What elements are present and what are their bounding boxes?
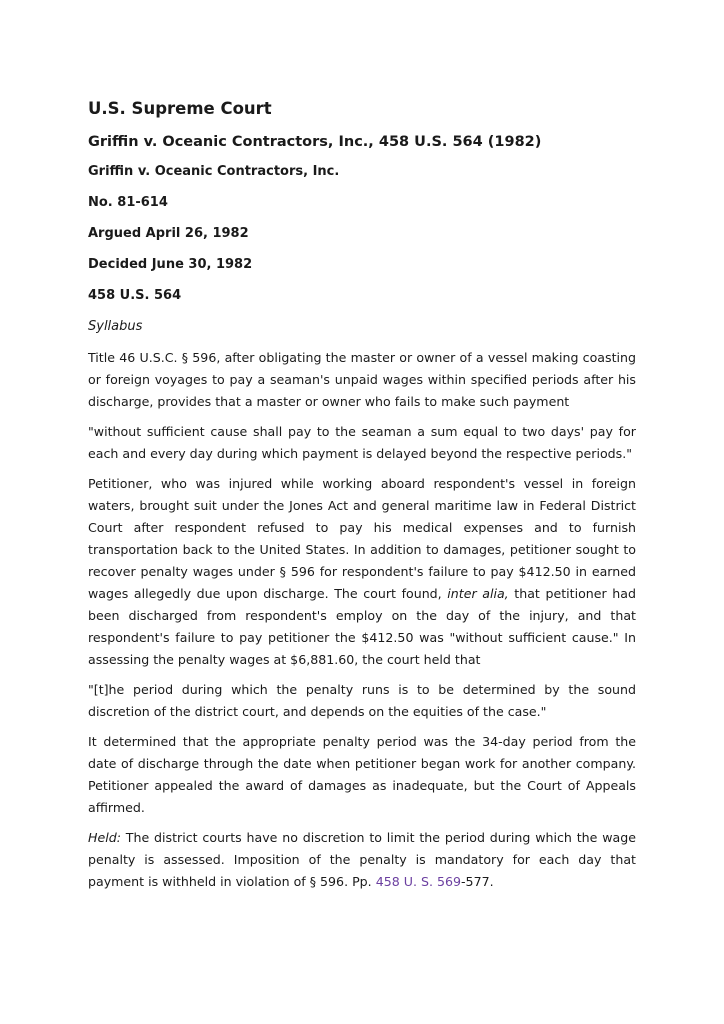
argued-date: Argued April 26, 1982 (88, 226, 249, 241)
citation: 458 U.S. 564 (88, 288, 182, 303)
facts-text-end: that petitioner had been discharged from respondent's employ on the day of the injury, and that respondent's failure to pay petitioner the $412.50 was "without sufficient cause." In assessing the penalty wages at $6,881.60, the court held that (88, 586, 636, 667)
case-title-full: Griffin v. Oceanic Contractors, Inc., 458 U.S. 564 (1982) (88, 134, 542, 150)
facts-text: Petitioner, who was injured while working aboard respondent's vessel in foreign waters, brought suit under the Jones Act and general maritime law in Federal District Court after respondent refused to pay his medical expenses and to furnish transportation back to the United States. In addition to damages, petitioner sought to recover penalty wages under § 596 for respondent's failure to pay $412.50 in earned wages allegedly due upon discharge. The court found, (88, 476, 636, 601)
court-heading: U.S. Supreme Court (88, 99, 272, 118)
held-label: Held: (88, 830, 121, 845)
decided-date: Decided June 30, 1982 (88, 257, 253, 272)
docket-number: No. 81-614 (88, 195, 168, 210)
paragraph-statute-quote: "without sufficient cause shall pay to the seaman a sum equal to two days' pay for each and every day during which payment is delayed beyond the respective periods." (88, 424, 636, 461)
held-text: The district courts have no discretion to limit the period during which the wage penalty is assessed. Imposition of the penalty is mandatory for each day that payment is withheld in violation of § 596. Pp. (88, 830, 636, 889)
syllabus-label: Syllabus (88, 319, 143, 334)
inter-alia-text: inter alia, (447, 586, 509, 601)
case-title: Griffin v. Oceanic Contractors, Inc. (88, 164, 340, 179)
paragraph-held (88, 827, 636, 893)
held-text-end: -577. (461, 874, 494, 889)
document-page (88, 98, 636, 901)
paragraph-statute: Title 46 U.S.C. § 596, after obligating the master or owner of a vessel making coasting or foreign voyages to pay a seaman's unpaid wages within specified periods after his discharge, provides that a master or owner who fails to make such payment (88, 350, 636, 409)
paragraph-court-quote: "[t]he period during which the penalty runs is to be determined by the sound discretion of the district court, and depends on the equities of the case." (88, 682, 636, 719)
paragraph-penalty-period: It determined that the appropriate penalty period was the 34-day period from the date of discharge through the date when petitioner began work for another company. Petitioner appealed the award of damages as inadequate, but the Court of Appeals affirmed. (88, 734, 636, 815)
paragraph-facts (88, 473, 636, 671)
citation-link[interactable]: 458 U. S. 569 (375, 874, 462, 889)
